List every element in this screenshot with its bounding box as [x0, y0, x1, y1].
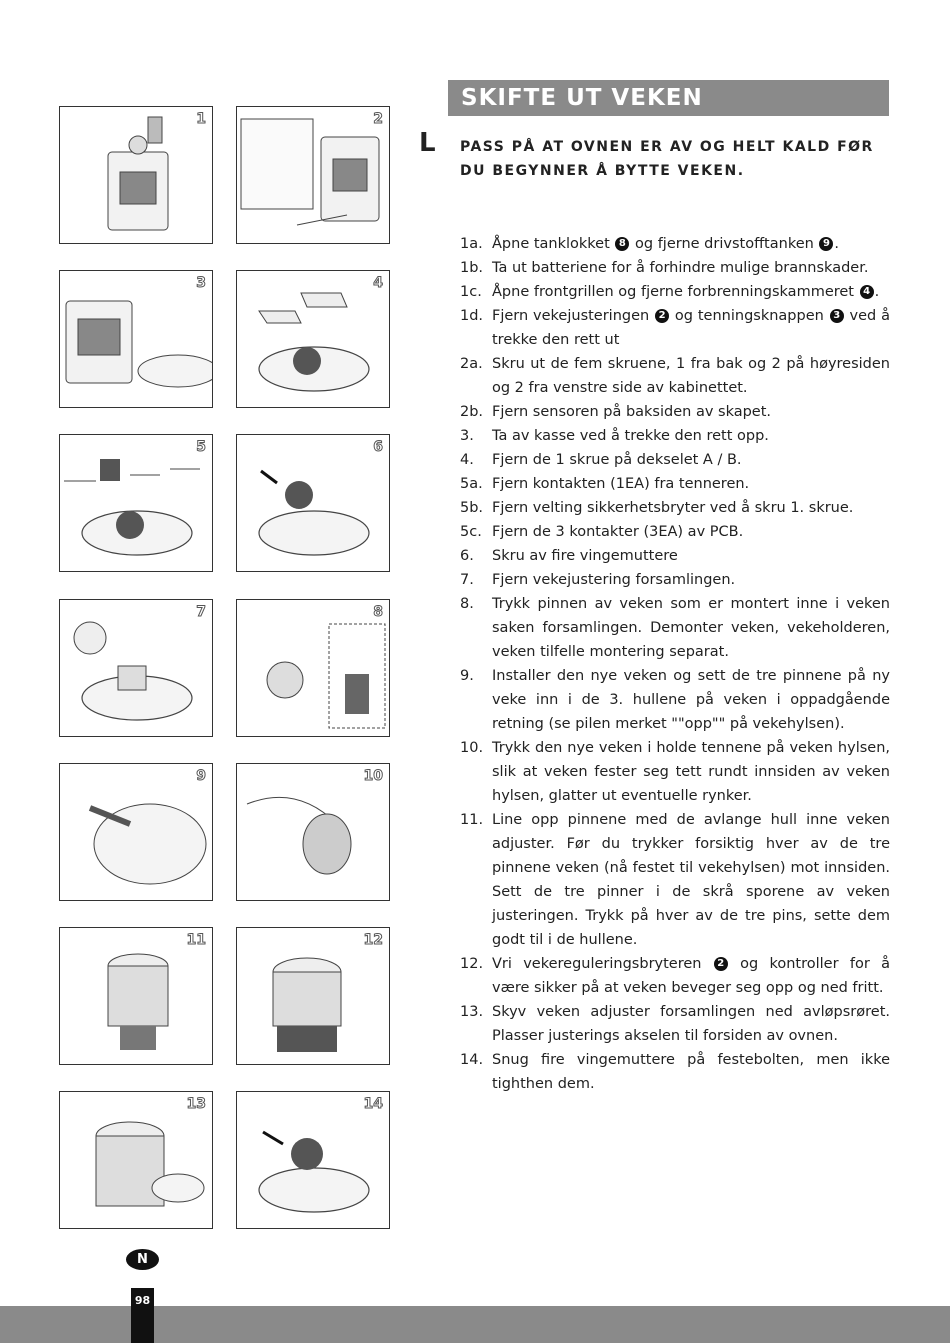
align-pins-illustration	[60, 928, 213, 1065]
step-text-segment: Åpne frontgrillen og fjerne forbrenningskammeret	[492, 284, 859, 300]
figure-number: 12	[363, 932, 383, 948]
remove-wick-assembly-illustration	[60, 600, 213, 737]
step-text-segment: Ta av kasse ved å trekke den rett opp.	[492, 428, 769, 444]
step-number: 12.	[460, 956, 484, 972]
step-text	[492, 568, 890, 592]
figure-panel-6	[236, 434, 390, 572]
step-number: 9.	[460, 668, 474, 684]
tighten-wing-nuts-illustration	[237, 1092, 390, 1229]
step-text	[492, 352, 890, 400]
part-number-badge: 3	[830, 309, 844, 323]
figure-panel-8	[236, 599, 390, 737]
instruction-step	[460, 472, 890, 496]
remove-batteries-illustration	[237, 107, 390, 244]
instruction-step	[460, 568, 890, 592]
instruction-step	[460, 256, 890, 280]
figure-number: 9	[196, 768, 206, 784]
part-number-badge: 9	[819, 237, 833, 251]
figure-number: 13	[186, 1096, 206, 1112]
open-tank-lid-illustration	[60, 107, 213, 244]
step-text	[492, 280, 890, 304]
step-text	[492, 256, 890, 280]
step-number: 8.	[460, 596, 474, 612]
instruction-step	[460, 400, 890, 424]
instruction-step	[460, 952, 890, 1000]
instruction-step	[460, 664, 890, 736]
instruction-step	[460, 736, 890, 808]
instruction-step	[460, 496, 890, 520]
figure-panel-4	[236, 270, 390, 408]
step-text-segment: Line opp pinnene med de avlange hull inne veken adjuster. Før du trykker forsiktig hver av de tre pinnene veken (nå festet til vekehylsen) mot innsiden. Sett de tre pinner i de skrå sporene av veken justeringen. Trykk på hver av de tre pins, sette dem godt til i de hullene.	[492, 812, 890, 948]
step-text-segment: Vri vekereguleringsbryteren	[492, 956, 713, 972]
figure-panel-13	[59, 1091, 213, 1229]
step-number: 1c.	[460, 284, 482, 300]
safety-warning: PASS PÅ AT OVNEN ER AV OG HELT KALD FØR DU BEGYNNER Å BYTTE VEKEN.	[460, 139, 874, 179]
part-number-badge: 2	[655, 309, 669, 323]
part-number-badge: 2	[714, 957, 728, 971]
instruction-step	[460, 448, 890, 472]
step-number: 5b.	[460, 500, 484, 516]
remove-cover-plate-illustration	[237, 271, 390, 408]
step-number: 3.	[460, 428, 474, 444]
step-text	[492, 1048, 890, 1096]
step-number: 1a.	[460, 236, 483, 252]
step-text-segment: Trykk den nye veken i holde tennene på veken hylsen, slik at veken fester seg tett rundt innsiden av veken hylsen, glatter ut eventuelle rynker.	[492, 740, 890, 804]
step-number: 14.	[460, 1052, 484, 1068]
instruction-step	[460, 520, 890, 544]
step-text-segment: og tenningsknappen	[670, 308, 829, 324]
step-number: 7.	[460, 572, 474, 588]
step-number: 2a.	[460, 356, 483, 372]
figure-panel-2	[236, 106, 390, 244]
step-number: 1b.	[460, 260, 484, 276]
part-number-badge: 8	[615, 237, 629, 251]
figure-panel-12	[236, 927, 390, 1065]
part-number-badge: 4	[860, 285, 874, 299]
step-number: 13.	[460, 1004, 484, 1020]
figure-number: 10	[363, 768, 383, 784]
instruction-step	[460, 1000, 890, 1048]
figure-number: 11	[186, 932, 206, 948]
figure-number: 6	[373, 439, 383, 455]
figure-panel-3	[59, 270, 213, 408]
step-text-segment: og fjerne drivstofftanken	[630, 236, 819, 252]
step-text	[492, 736, 890, 808]
step-text-segment: Skru av fire vingemuttere	[492, 548, 678, 564]
step-number: 11.	[460, 812, 484, 828]
remove-cabinet-illustration	[60, 271, 213, 408]
step-text	[492, 424, 890, 448]
step-text	[492, 544, 890, 568]
step-number: 2b.	[460, 404, 484, 420]
step-text-segment: Ta ut batteriene for å forhindre mulige brannskader.	[492, 260, 869, 276]
figure-number: 14	[363, 1096, 383, 1112]
step-text	[492, 664, 890, 736]
figure-panel-1	[59, 106, 213, 244]
figure-number: 7	[196, 604, 206, 620]
step-text-segment: Fjern kontakten (1EA) fra tenneren.	[492, 476, 750, 492]
instruction-step	[460, 592, 890, 664]
figure-number: 8	[373, 604, 383, 620]
step-text-segment: Fjern vekejusteringen	[492, 308, 655, 324]
figure-panel-11	[59, 927, 213, 1065]
step-text-segment: Fjern sensoren på baksiden av skapet.	[492, 404, 772, 420]
step-text	[492, 232, 890, 256]
disconnect-contacts-illustration	[60, 435, 213, 572]
step-text-segment: ved å trekke den rett ut	[492, 308, 890, 348]
figure-panel-10	[236, 763, 390, 901]
step-text-segment: Skyv veken adjuster forsamlingen ned avløpsrøret. Plasser justerings akselen til forsiden av ovnen.	[492, 1004, 890, 1044]
instruction-step	[460, 808, 890, 952]
figure-number: 5	[196, 439, 206, 455]
instruction-step	[460, 1048, 890, 1096]
step-text-segment: Fjern vekejustering forsamlingen.	[492, 572, 736, 588]
step-text-segment: Skru ut de fem skruene, 1 fra bak og 2 på høyresiden og 2 fra venstre side av kabinettet.	[492, 356, 890, 396]
instruction-step	[460, 232, 890, 256]
step-text	[492, 592, 890, 664]
step-text-segment: .	[834, 236, 840, 252]
instruction-step	[460, 544, 890, 568]
figure-number: 2	[373, 111, 383, 127]
step-number: 1d.	[460, 308, 484, 324]
instruction-step	[460, 352, 890, 400]
instruction-step	[460, 280, 890, 304]
section-title: SKIFTE UT VEKEN	[448, 80, 889, 116]
figure-panel-14	[236, 1091, 390, 1229]
figure-number: 3	[196, 275, 206, 291]
step-number: 5a.	[460, 476, 483, 492]
step-text	[492, 472, 890, 496]
slide-assembly-down-illustration	[60, 1092, 213, 1229]
step-text	[492, 304, 890, 352]
step-text	[492, 808, 890, 952]
figure-panel-5	[59, 434, 213, 572]
instruction-step	[460, 304, 890, 352]
figure-panel-9	[59, 763, 213, 901]
step-text	[492, 520, 890, 544]
language-badge: N	[126, 1249, 159, 1270]
step-text-segment: Fjern velting sikkerhetsbryter ved å skru 1. skrue.	[492, 500, 854, 516]
step-text	[492, 496, 890, 520]
step-number: 5c.	[460, 524, 482, 540]
step-text-segment: Åpne tanklokket	[492, 236, 615, 252]
step-text	[492, 1000, 890, 1048]
step-number: 10.	[460, 740, 484, 756]
step-text-segment: Trykk pinnen av veken som er montert inne i veken saken forsamlingen. Demonter veken, vekeholderen, veken tilfelle montering separat.	[492, 596, 890, 660]
figure-number: 1	[196, 111, 206, 127]
step-text	[492, 400, 890, 424]
check-wick-movement-illustration	[237, 928, 390, 1065]
press-wick-in-sleeve-illustration	[237, 764, 390, 901]
step-number: 6.	[460, 548, 474, 564]
step-text-segment: .	[874, 284, 880, 300]
step-number: 4.	[460, 452, 474, 468]
remove-wing-nuts-illustration	[237, 435, 390, 572]
install-new-wick-illustration	[60, 764, 213, 901]
page-number: 98	[131, 1288, 154, 1343]
step-text-segment: Installer den nye veken og sett de tre pinnene på ny veke inn i de 3. hullene på veken i oppadgående retning (se pilen merket ""opp"" på vekehylsen).	[492, 668, 890, 732]
instruction-step	[460, 424, 890, 448]
step-text	[492, 952, 890, 1000]
step-text	[492, 448, 890, 472]
figure-panel-7	[59, 599, 213, 737]
side-letter: L	[419, 128, 436, 158]
figure-number: 4	[373, 275, 383, 291]
disassemble-wick-illustration	[237, 600, 390, 737]
step-text-segment: Fjern de 3 kontakter (3EA) av PCB.	[492, 524, 744, 540]
step-text-segment: Snug fire vingemuttere på festebolten, men ikke tighthen dem.	[492, 1052, 890, 1092]
step-text-segment: Fjern de 1 skrue på dekselet A / B.	[492, 452, 742, 468]
instruction-steps	[460, 232, 890, 1096]
step-text-segment: og kontroller for å være sikker på at veken beveger seg opp og ned fritt.	[492, 956, 890, 996]
